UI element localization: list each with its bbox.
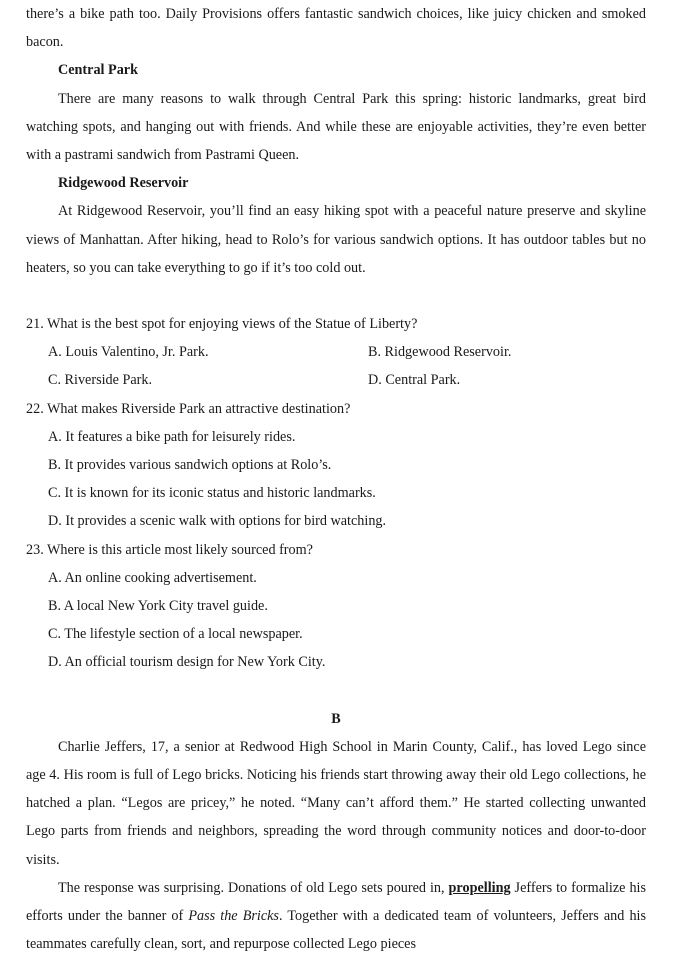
question-23-option-b: B. A local New York City travel guide. xyxy=(48,598,268,615)
question-22-stem: 22. What makes Riverside Park an attractive destination? xyxy=(26,400,351,417)
central-park-paragraph: There are many reasons to walk through Central Park this spring: historic landmarks, great bird watching spots, and hanging out with friends. And while these are enjoyable activities, they’re even better with a pastrami sandwich from Pastrami Queen. xyxy=(26,90,646,164)
para2-text-c: . Together with a dedicated team of volunteers, Jeffers and his teammates carefully clean, sort, and repurpose collected Lego pieces xyxy=(26,908,647,953)
question-21-options-row-2 xyxy=(26,366,646,394)
passage-b-paragraph-1: Charlie Jeffers, 17, a senior at Redwood High School in Marin County, Calif., has loved Lego since age 4. His room is full of Lego bricks. Noticing his friends start throwing away their old Lego collections, he hatched a plan. “Legos are pricey,” he noted. “Many can’t afford them.” He started collecting unwanted Lego parts from friends and neighbors, spreading the word through community notices and door-to-door visits. xyxy=(26,738,646,868)
question-22-option-d: D. It provides a scenic walk with options for bird watching. xyxy=(48,513,387,530)
pass-the-bricks-title: Pass the Bricks xyxy=(188,908,279,925)
question-21-options-row-1 xyxy=(26,338,646,366)
passage-b-paragraph-2 xyxy=(26,874,646,959)
question-23-option-d: D. An official tourism design for New York City. xyxy=(48,654,326,671)
para2-text-a: The response was surprising. Donations of old Lego sets poured in, xyxy=(58,879,449,896)
question-21-option-a: A. Louis Valentino, Jr. Park. xyxy=(48,344,209,361)
question-21-option-c: C. Riverside Park. xyxy=(48,372,153,389)
question-23-stem: 23. Where is this article most likely sourced from? xyxy=(26,541,313,558)
question-23 xyxy=(26,536,646,677)
question-23-option-a: A. An online cooking advertisement. xyxy=(48,569,257,586)
ridgewood-paragraph: At Ridgewood Reservoir, you’ll find an easy hiking spot with a peaceful nature preserve and skyline views of Manhattan. After hiking, head to Rolo’s for various sandwich options. It has outdoor tables but no heaters, so you can take everything to go if it’s too cold out. xyxy=(26,203,646,276)
question-21 xyxy=(26,310,646,395)
question-21-option-d: D. Central Park. xyxy=(368,372,461,389)
question-21-option-b: B. Ridgewood Reservoir. xyxy=(368,344,512,361)
spacer xyxy=(26,282,646,310)
question-22-option-b: B. It provides various sandwich options at Rolo’s. xyxy=(48,457,332,474)
para2-text-b: Jeffers to formalize his efforts under the banner of xyxy=(26,879,647,925)
spacer xyxy=(26,677,646,705)
question-22-option-a: A. It features a bike path for leisurely rides. xyxy=(48,428,296,445)
passage-a-intro: there’s a bike path too. Daily Provisions offers fantastic sandwich choices, like juicy chicken and smoked bacon. xyxy=(26,6,646,51)
question-22 xyxy=(26,395,646,536)
underlined-word-propelling: propelling xyxy=(448,879,511,896)
question-22-option-c: C. It is known for its iconic status and historic landmarks. xyxy=(48,485,376,502)
heading-central-park: Central Park xyxy=(58,62,138,79)
question-23-option-c: C. The lifestyle section of a local newspaper. xyxy=(48,626,303,643)
section-b-label: B xyxy=(331,710,341,727)
question-21-stem: 21. What is the best spot for enjoying views of the Statue of Liberty? xyxy=(26,316,418,333)
exam-page xyxy=(26,0,646,959)
heading-ridgewood-reservoir: Ridgewood Reservoir xyxy=(58,175,189,192)
